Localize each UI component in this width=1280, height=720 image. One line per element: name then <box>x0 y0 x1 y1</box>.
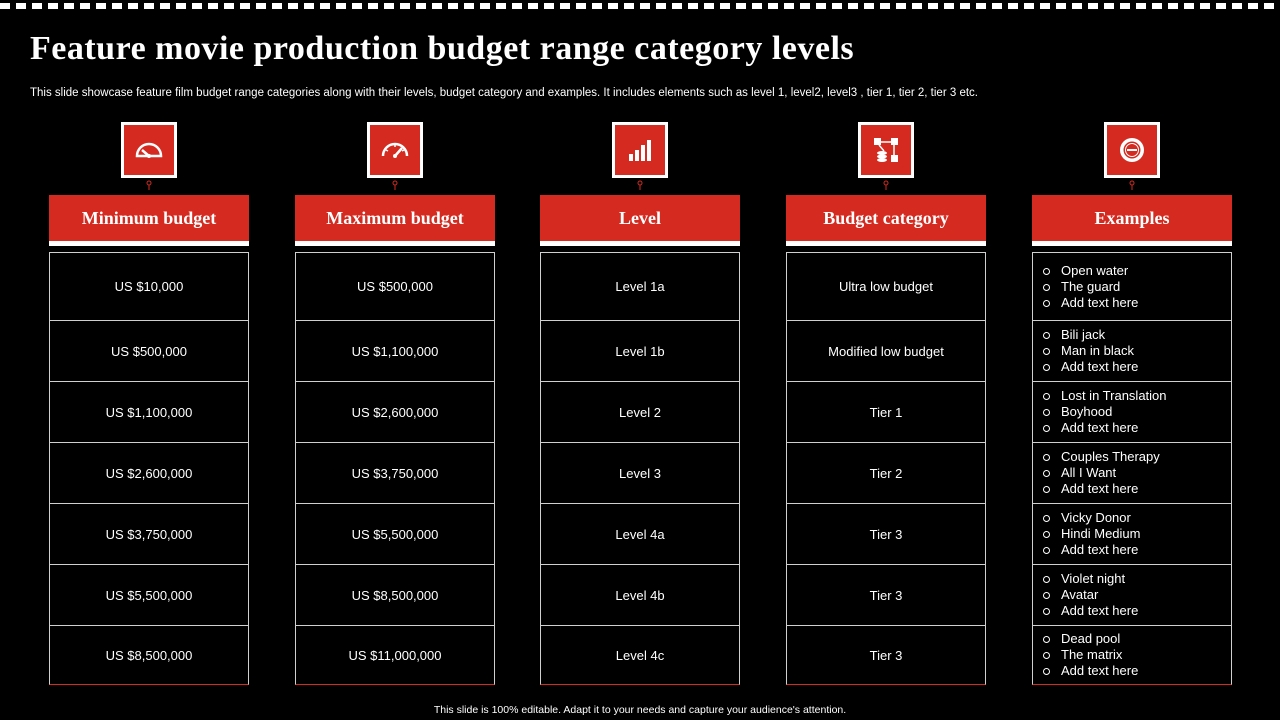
table-cell: Tier 3 <box>787 625 985 684</box>
list-item: Lost in Translation <box>1043 388 1167 404</box>
list-item: The guard <box>1043 279 1138 295</box>
example-list <box>1043 327 1138 375</box>
table-cell: US $8,500,000 <box>50 625 248 684</box>
list-item: Open water <box>1043 263 1138 279</box>
column-maximum-budget <box>295 122 495 686</box>
table-cell: US $11,000,000 <box>296 625 494 684</box>
table-cell: US $500,000 <box>50 320 248 381</box>
column-level <box>540 122 740 686</box>
table-cell: US $2,600,000 <box>50 442 248 503</box>
column-header-label: Budget category <box>823 207 949 228</box>
table-cell: US $1,100,000 <box>50 381 248 442</box>
table-cell <box>1033 442 1231 503</box>
table-cell: Ultra low budget <box>839 279 933 294</box>
table-cell: Level 1b <box>541 320 739 381</box>
column-budget-category <box>786 122 986 686</box>
film-strip-border <box>0 0 1280 12</box>
table-cell: US $8,500,000 <box>296 564 494 625</box>
list-item: Add text here <box>1043 359 1138 375</box>
table-cell: Tier 3 <box>787 564 985 625</box>
column-header <box>786 195 986 246</box>
table-cell: US $5,500,000 <box>296 503 494 564</box>
list-item: Violet night <box>1043 571 1138 587</box>
list-item: Dead pool <box>1043 631 1138 647</box>
list-item: Avatar <box>1043 587 1138 603</box>
column-body <box>295 252 495 685</box>
table-cell: Level 3 <box>541 442 739 503</box>
list-item: Add text here <box>1043 603 1138 619</box>
table-cell <box>1033 320 1231 381</box>
example-list <box>1043 263 1138 311</box>
column-header-label: Examples <box>1094 207 1170 228</box>
example-list <box>1043 510 1140 558</box>
list-item: Add text here <box>1043 295 1138 311</box>
table-cell <box>1033 253 1231 320</box>
table-cell: Tier 2 <box>787 442 985 503</box>
column-header <box>49 195 249 246</box>
example-list <box>1043 388 1167 436</box>
table-cell: Level 4a <box>541 503 739 564</box>
bar-chart-icon <box>612 122 668 178</box>
badge-seal-icon <box>1104 122 1160 178</box>
list-item: Add text here <box>1043 663 1138 679</box>
table-cell: Modified low budget <box>787 320 985 381</box>
table-cell: US $5,500,000 <box>50 564 248 625</box>
slide-title: Feature movie production budget range category levels <box>30 30 855 67</box>
table-cell <box>1033 381 1231 442</box>
list-item: Boyhood <box>1043 404 1167 420</box>
connector-dot <box>637 180 643 190</box>
column-header <box>1032 195 1232 246</box>
example-list <box>1043 449 1160 497</box>
column-body <box>49 252 249 685</box>
table-cell: US $3,750,000 <box>50 503 248 564</box>
column-header <box>540 195 740 246</box>
list-item: Add text here <box>1043 420 1167 436</box>
table-cell: US $2,600,000 <box>296 381 494 442</box>
column-header-label: Maximum budget <box>326 207 464 228</box>
table-cell: Level 2 <box>541 381 739 442</box>
list-item: All I Want <box>1043 465 1160 481</box>
list-item: The matrix <box>1043 647 1138 663</box>
example-list <box>1043 571 1138 619</box>
table-cell: Tier 3 <box>787 503 985 564</box>
table-cell: US $3,750,000 <box>296 442 494 503</box>
speedometer-low-icon <box>121 122 177 178</box>
list-item: Man in black <box>1043 343 1138 359</box>
table-cell: Level 4c <box>541 625 739 684</box>
column-body <box>1032 252 1232 685</box>
list-item: Add text here <box>1043 542 1140 558</box>
column-header-label: Minimum budget <box>81 207 217 228</box>
column-header-label: Level <box>619 207 661 228</box>
table-cell <box>1033 503 1231 564</box>
table-cell: Level 4b <box>541 564 739 625</box>
column-examples <box>1032 122 1232 686</box>
network-coins-icon <box>858 122 914 178</box>
column-header <box>295 195 495 246</box>
table-cell: Tier 1 <box>787 381 985 442</box>
list-item: Couples Therapy <box>1043 449 1160 465</box>
connector-dot <box>1129 180 1135 190</box>
connector-dot <box>146 180 152 190</box>
column-minimum-budget <box>49 122 249 686</box>
list-item: Bili jack <box>1043 327 1138 343</box>
list-item: Add text here <box>1043 481 1160 497</box>
table-cell <box>1033 625 1231 684</box>
column-body <box>786 252 986 685</box>
list-item: Hindi Medium <box>1043 526 1140 542</box>
connector-dot <box>883 180 889 190</box>
column-body <box>540 252 740 685</box>
slide-footer: This slide is 100% editable. Adapt it to your needs and capture your audience's attention. <box>433 704 847 716</box>
connector-dot <box>392 180 398 190</box>
table-cell <box>1033 564 1231 625</box>
slide-subtitle: This slide showcase feature film budget range categories along with their levels, budget category and examples. It includes elements such as level 1, level2, level3 , tier 1, tier 2, tier 3 etc. <box>30 87 978 99</box>
table-cell: US $1,100,000 <box>296 320 494 381</box>
example-list <box>1043 631 1138 679</box>
table-cell: Level 1a <box>615 279 665 294</box>
speedometer-high-icon <box>367 122 423 178</box>
table-cell: US $500,000 <box>357 279 433 294</box>
table-cell: US $10,000 <box>114 279 184 294</box>
list-item: Vicky Donor <box>1043 510 1140 526</box>
